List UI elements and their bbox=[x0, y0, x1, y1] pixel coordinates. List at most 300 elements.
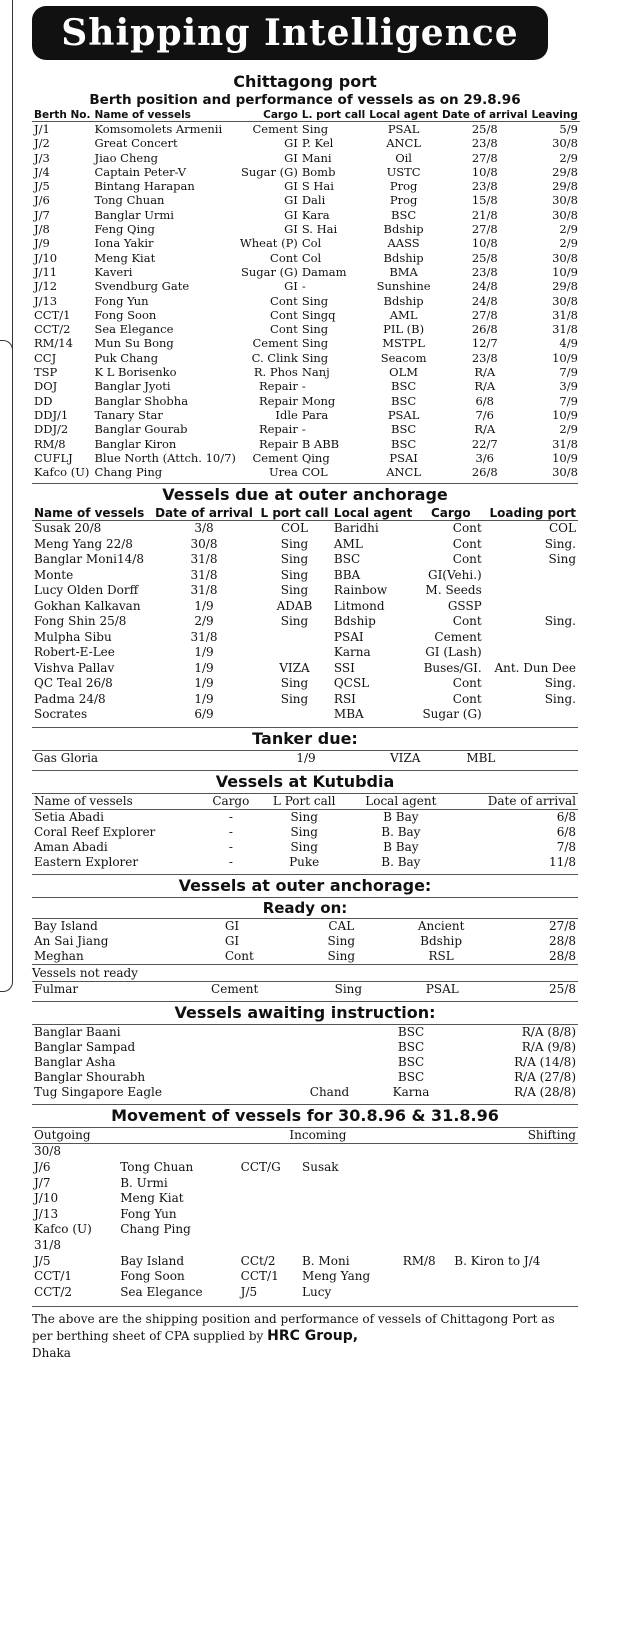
berth-row bbox=[32, 365, 580, 379]
berth-cell: 12/7 bbox=[471, 336, 498, 351]
due-cell: Sing bbox=[280, 676, 309, 691]
due-row bbox=[32, 552, 578, 568]
berth-table bbox=[32, 109, 580, 479]
berth-cell: J/11 bbox=[34, 264, 58, 279]
berth-cell: CCT/1 bbox=[34, 307, 71, 322]
due-cell: 1/9 bbox=[194, 676, 214, 691]
movement-cell: 30/8 bbox=[34, 1144, 61, 1159]
awaiting-cell bbox=[287, 1025, 371, 1041]
ready-cell: 28/8 bbox=[549, 949, 576, 964]
port-title: Chittagong port bbox=[233, 72, 377, 91]
due-cell: Ant. Dun Dee bbox=[494, 660, 576, 675]
berth-cell: AML bbox=[389, 307, 418, 322]
berth-cell: 2/9 bbox=[559, 222, 578, 237]
due-cell: Monte bbox=[34, 567, 74, 582]
berth-cell: CCJ bbox=[34, 350, 57, 365]
berth-cell: RM/14 bbox=[34, 336, 73, 351]
berth-header: Local agent bbox=[369, 109, 438, 121]
not-ready-label: Vessels not ready bbox=[32, 964, 578, 981]
kutubdia-cell: Coral Reef Explorer bbox=[34, 825, 156, 840]
berth-cell: BSC bbox=[391, 207, 417, 222]
berth-cell: 30/8 bbox=[552, 250, 578, 265]
movement-cell: CCT/G bbox=[240, 1160, 281, 1175]
berth-cell: 30/8 bbox=[552, 193, 578, 208]
movement-cell bbox=[118, 1238, 238, 1254]
awaiting-cell: Karna bbox=[392, 1085, 430, 1100]
due-cell: Sing bbox=[280, 536, 309, 551]
movement-row bbox=[32, 1269, 578, 1285]
berth-cell: GI bbox=[284, 193, 298, 208]
kutubdia-row bbox=[32, 810, 578, 826]
kutubdia-cell: 6/8 bbox=[556, 825, 576, 840]
berth-cell: J/2 bbox=[34, 136, 50, 151]
berth-row bbox=[32, 208, 580, 222]
berth-row bbox=[32, 251, 580, 265]
berth-cell: Cont bbox=[270, 293, 298, 308]
berth-cell: Meng Kiat bbox=[94, 250, 156, 265]
movement-cell: Chang Ping bbox=[120, 1222, 191, 1237]
due-cell: 6/9 bbox=[194, 707, 214, 722]
berth-cell: Sing bbox=[301, 336, 329, 351]
kutubdia-cell: B. Bay bbox=[381, 825, 421, 840]
kutubdia-cell: Eastern Explorer bbox=[34, 855, 139, 870]
movement-cell: Bay Island bbox=[120, 1253, 185, 1268]
ready-row bbox=[32, 934, 578, 949]
due-row bbox=[32, 676, 578, 692]
due-cell: Sing. bbox=[544, 691, 576, 706]
movement-cell: CCt/2 bbox=[240, 1253, 276, 1268]
due-cell: Sing bbox=[280, 691, 309, 706]
berth-cell: 23/8 bbox=[471, 264, 498, 279]
movement-cell bbox=[452, 1176, 578, 1192]
due-cell: 1/9 bbox=[194, 645, 214, 660]
berth-cell: 29/8 bbox=[552, 179, 578, 194]
berth-cell: Sea Elegance bbox=[94, 322, 174, 337]
berth-cell: TSP bbox=[34, 365, 58, 380]
due-header: L port call bbox=[260, 506, 329, 521]
due-cell: 31/8 bbox=[190, 567, 218, 582]
berth-cell: Col bbox=[301, 250, 322, 265]
due-cell bbox=[484, 583, 578, 599]
berth-cell: Cement bbox=[252, 450, 298, 465]
movement-cell: Meng Kiat bbox=[120, 1191, 184, 1206]
movement-title: Movement of vessels for 30.8.96 & 31.8.96 bbox=[32, 1104, 578, 1127]
due-row bbox=[32, 661, 578, 677]
kutubdia-title: Vessels at Kutubdia bbox=[32, 770, 578, 793]
berth-cell: Kara bbox=[301, 207, 330, 222]
movement-row bbox=[32, 1160, 578, 1176]
berth-cell: 29/8 bbox=[552, 279, 578, 294]
due-cell: 31/8 bbox=[190, 629, 218, 644]
due-cell: Cement bbox=[434, 629, 482, 644]
tanker-cell: VIZA bbox=[389, 750, 421, 765]
movement-cell bbox=[401, 1238, 453, 1254]
berth-header: Leaving bbox=[531, 109, 578, 121]
movement-cell: J/6 bbox=[34, 1160, 51, 1175]
berth-cell: S Hai bbox=[301, 179, 334, 194]
berth-cell: Cont bbox=[270, 322, 298, 337]
awaiting-cell: R/A (14/8) bbox=[514, 1055, 576, 1070]
berth-cell: BSC bbox=[391, 422, 417, 437]
due-cell: BBA bbox=[333, 567, 361, 582]
awaiting-cell: Tug Singapore Eagle bbox=[34, 1085, 162, 1100]
berth-header: Date of arrival bbox=[441, 109, 528, 121]
berth-cell: Puk Chang bbox=[94, 350, 159, 365]
awaiting-cell: R/A (27/8) bbox=[514, 1070, 576, 1085]
berth-cell: Kafco (U) bbox=[34, 465, 90, 480]
due-row bbox=[32, 630, 578, 646]
ready-cell: Bdship bbox=[420, 934, 463, 949]
movement-cell: J/5 bbox=[34, 1253, 51, 1268]
berth-cell: Banglar Urmi bbox=[94, 207, 174, 222]
due-cell: AML bbox=[333, 536, 363, 551]
berth-cell: BSC bbox=[391, 379, 417, 394]
berth-cell: GI bbox=[284, 279, 298, 294]
due-cell bbox=[484, 707, 578, 723]
tanker-cell: 1/9 bbox=[296, 750, 316, 765]
movement-cell bbox=[401, 1144, 453, 1160]
due-cell: Vishva Pallav bbox=[34, 660, 115, 675]
movement-cell: Kafco (U) bbox=[34, 1222, 92, 1237]
due-cell: Gokhan Kalkavan bbox=[34, 598, 141, 613]
berth-cell: GI bbox=[284, 150, 298, 165]
berth-cell: 30/8 bbox=[552, 136, 578, 151]
movement-row bbox=[32, 1176, 578, 1192]
due-cell: Cont bbox=[452, 552, 482, 567]
movement-cell: CCT/2 bbox=[34, 1284, 73, 1299]
berth-cell: Singq bbox=[301, 307, 336, 322]
movement-cell bbox=[452, 1269, 578, 1285]
berth-cell: P. Kel bbox=[301, 136, 334, 151]
berth-row bbox=[32, 294, 580, 308]
movement-cell bbox=[401, 1191, 453, 1207]
berth-cell: Jiao Cheng bbox=[94, 150, 158, 165]
berth-cell: 25/8 bbox=[471, 122, 498, 136]
kutubdia-header: L Port call bbox=[272, 794, 336, 809]
berth-cell: R/A bbox=[474, 379, 496, 394]
berth-cell: Wheat (P) bbox=[239, 236, 298, 251]
movement-cell bbox=[239, 1144, 300, 1160]
berth-cell: Sugar (G) bbox=[240, 164, 298, 179]
berth-cell: - bbox=[301, 379, 306, 394]
berth-cell: 10/8 bbox=[471, 164, 498, 179]
due-cell: 3/8 bbox=[194, 521, 214, 536]
berth-cell: B ABB bbox=[301, 436, 340, 451]
outer-anchorage-due-title: Vessels due at outer anchorage bbox=[32, 483, 578, 506]
not-ready-cell: 25/8 bbox=[549, 982, 576, 997]
due-cell: Fong Shin 25/8 bbox=[34, 614, 127, 629]
movement-cell: Lucy bbox=[302, 1284, 332, 1299]
awaiting-cell: BSC bbox=[397, 1055, 425, 1070]
berth-cell: OLM bbox=[389, 365, 419, 380]
berth-row bbox=[32, 236, 580, 250]
berth-cell: GI bbox=[284, 222, 298, 237]
due-cell: COL bbox=[549, 521, 576, 536]
berth-cell: CCT/2 bbox=[34, 322, 71, 337]
due-cell: Sing bbox=[280, 552, 309, 567]
berth-cell: DD bbox=[34, 393, 53, 408]
due-cell: Sing. bbox=[544, 676, 576, 691]
movement-row bbox=[32, 1254, 578, 1270]
due-cell: Rainbow bbox=[333, 583, 388, 598]
berth-row bbox=[32, 465, 580, 479]
berth-cell: 10/9 bbox=[552, 407, 578, 422]
berth-cell: Mani bbox=[301, 150, 332, 165]
berth-cell: Oil bbox=[395, 150, 412, 165]
berth-cell: Tong Chuan bbox=[94, 193, 165, 208]
berth-cell: 10/9 bbox=[552, 450, 578, 465]
awaiting-cell: Banglar Sampad bbox=[34, 1040, 136, 1055]
berth-cell: 26/8 bbox=[471, 322, 498, 337]
due-cell: GSSP bbox=[447, 598, 482, 613]
kutubdia-row bbox=[32, 825, 578, 840]
tanker-row bbox=[32, 750, 578, 766]
due-cell: PSAI bbox=[333, 629, 364, 644]
berth-cell: R/A bbox=[474, 365, 496, 380]
outer-anchorage-title: Vessels at outer anchorage: bbox=[32, 874, 578, 897]
due-header: Local agent bbox=[333, 506, 413, 521]
due-cell: QCSL bbox=[333, 676, 370, 691]
berth-cell: 29/8 bbox=[552, 164, 578, 179]
movement-cell: B. Urmi bbox=[120, 1175, 168, 1190]
berth-cell: 10/8 bbox=[471, 236, 498, 251]
berth-row bbox=[32, 322, 580, 336]
tanker-cell: Gas Gloria bbox=[34, 750, 99, 765]
movement-table bbox=[32, 1143, 578, 1300]
movement-cell bbox=[300, 1207, 401, 1223]
ready-cell: Sing bbox=[327, 949, 356, 964]
berth-cell: MSTPL bbox=[382, 336, 425, 351]
berth-cell: 2/9 bbox=[559, 150, 578, 165]
berth-cell: Qing bbox=[301, 450, 330, 465]
kutubdia-cell: - bbox=[228, 855, 233, 870]
due-cell: Baridhi bbox=[333, 521, 379, 536]
movement-cell: J/5 bbox=[240, 1284, 258, 1299]
due-cell: 2/9 bbox=[194, 614, 214, 629]
due-cell: Sing bbox=[280, 567, 309, 582]
berth-cell: Urea bbox=[268, 465, 298, 480]
ready-cell: CAL bbox=[328, 919, 355, 934]
kutubdia-cell: Setia Abadi bbox=[34, 810, 104, 825]
berth-cell: Repair bbox=[258, 393, 298, 408]
kutubdia-cell: 11/8 bbox=[549, 855, 576, 870]
due-cell: Susak 20/8 bbox=[34, 521, 102, 536]
kutubdia-cell: 7/8 bbox=[556, 840, 576, 855]
berth-cell: BMA bbox=[389, 264, 418, 279]
kutubdia-header: Local agent bbox=[365, 794, 437, 809]
due-cell: 31/8 bbox=[190, 583, 218, 598]
due-cell bbox=[484, 645, 578, 661]
due-cell bbox=[257, 645, 332, 661]
due-cell: 31/8 bbox=[190, 552, 218, 567]
berth-cell: J/5 bbox=[34, 179, 50, 194]
berth-header: Name of vessels bbox=[94, 109, 191, 121]
berth-cell: Great Concert bbox=[94, 136, 178, 151]
movement-cell bbox=[452, 1222, 578, 1238]
berth-header: L. port call bbox=[301, 109, 366, 121]
not-ready-cell: PSAL bbox=[425, 982, 459, 997]
berth-cell: 5/9 bbox=[559, 122, 578, 136]
movement-cell bbox=[452, 1238, 578, 1254]
berth-cell: Feng Qing bbox=[94, 222, 155, 237]
ready-cell: Sing bbox=[327, 934, 356, 949]
incoming-header: Incoming bbox=[289, 1128, 347, 1143]
berth-cell: 31/8 bbox=[552, 322, 578, 337]
berth-row bbox=[32, 451, 580, 465]
berth-cell: 30/8 bbox=[552, 465, 578, 480]
awaiting-cell: Chand bbox=[309, 1085, 350, 1100]
berth-row bbox=[32, 193, 580, 207]
berth-cell: Svendburg Gate bbox=[94, 279, 190, 294]
berth-row bbox=[32, 165, 580, 179]
berth-cell: Para bbox=[301, 407, 329, 422]
awaiting-cell: Banglar Shourabh bbox=[34, 1070, 146, 1085]
berth-row bbox=[32, 136, 580, 150]
movement-cell: Fong Soon bbox=[120, 1269, 185, 1284]
ready-table bbox=[32, 918, 578, 964]
due-cell: Banglar Moni14/8 bbox=[34, 552, 144, 567]
berth-row bbox=[32, 379, 580, 393]
due-cell: Robert-E-Lee bbox=[34, 645, 115, 660]
berth-cell: 7/9 bbox=[559, 365, 578, 380]
kutubdia-cell: B Bay bbox=[383, 840, 419, 855]
due-row bbox=[32, 614, 578, 630]
movement-cell bbox=[300, 1191, 401, 1207]
movement-cell bbox=[401, 1207, 453, 1223]
berth-cell: Sunshine bbox=[376, 279, 431, 294]
berth-cell: GI bbox=[284, 136, 298, 151]
berth-cell: Cement bbox=[252, 336, 298, 351]
berth-cell: 10/9 bbox=[552, 264, 578, 279]
berth-cell: J/13 bbox=[34, 293, 58, 308]
awaiting-row bbox=[32, 1055, 578, 1070]
berth-cell: Prog bbox=[389, 179, 418, 194]
movement-cell: Susak bbox=[302, 1160, 339, 1175]
ready-cell: An Sai Jiang bbox=[34, 934, 109, 949]
due-cell bbox=[257, 707, 332, 723]
due-cell: ADAB bbox=[276, 598, 313, 613]
awaiting-title: Vessels awaiting instruction: bbox=[32, 1001, 578, 1024]
berth-cell: 3/9 bbox=[559, 379, 578, 394]
kutubdia-cell: Sing bbox=[290, 825, 318, 840]
movement-cell: Meng Yang bbox=[302, 1269, 371, 1284]
awaiting-cell bbox=[287, 1055, 371, 1070]
due-row bbox=[32, 521, 578, 537]
due-cell: Lucy Olden Dorff bbox=[34, 583, 139, 598]
movement-cell bbox=[452, 1160, 578, 1176]
movement-cell: J/10 bbox=[34, 1191, 59, 1206]
berth-cell: AASS bbox=[387, 236, 420, 251]
berth-cell: J/9 bbox=[34, 236, 50, 251]
berth-cell: 30/8 bbox=[552, 293, 578, 308]
berth-subtitle: Berth position and performance of vessels as on 29.8.96 bbox=[89, 92, 521, 108]
berth-cell: 31/8 bbox=[552, 307, 578, 322]
report-content bbox=[32, 72, 578, 1362]
berth-cell: J/7 bbox=[34, 207, 50, 222]
due-cell bbox=[484, 568, 578, 584]
berth-cell: Bdship bbox=[383, 222, 424, 237]
berth-cell: - bbox=[301, 422, 306, 437]
due-cell: COL bbox=[280, 521, 308, 536]
awaiting-cell: R/A (28/8) bbox=[514, 1085, 576, 1100]
berth-cell: GI bbox=[284, 179, 298, 194]
due-cell: 30/8 bbox=[190, 536, 218, 551]
ready-cell: RSL bbox=[428, 949, 454, 964]
ready-row bbox=[32, 919, 578, 935]
due-row bbox=[32, 645, 578, 661]
movement-cell: CCT/1 bbox=[34, 1269, 73, 1284]
due-cell: Cont bbox=[452, 521, 482, 536]
berth-cell: DOJ bbox=[34, 379, 58, 394]
berth-cell: Iona Yakir bbox=[94, 236, 154, 251]
berth-cell: Dali bbox=[301, 193, 326, 208]
kutubdia-cell: - bbox=[228, 825, 233, 840]
berth-cell: Repair bbox=[258, 422, 298, 437]
berth-cell: 24/8 bbox=[471, 293, 498, 308]
tanker-table bbox=[32, 750, 578, 767]
kutubdia-cell: Sing bbox=[290, 840, 318, 855]
berth-cell: Banglar Jyoti bbox=[94, 379, 171, 394]
due-cell: Sing bbox=[548, 552, 576, 567]
awaiting-cell: BSC bbox=[397, 1040, 425, 1055]
due-header: Date of arrival bbox=[155, 506, 253, 521]
berth-row bbox=[32, 422, 580, 436]
awaiting-cell: Banglar Baani bbox=[34, 1025, 121, 1040]
awaiting-cell: R/A (9/8) bbox=[521, 1040, 576, 1055]
due-cell: Sing bbox=[280, 583, 309, 598]
ready-cell: GI bbox=[224, 919, 240, 934]
movement-cell: J/7 bbox=[34, 1175, 51, 1190]
awaiting-cell bbox=[287, 1070, 371, 1085]
berth-cell: 27/8 bbox=[471, 307, 498, 322]
berth-cell: R. Phos bbox=[253, 365, 298, 380]
due-cell: BSC bbox=[333, 552, 361, 567]
awaiting-cell: R/A (8/8) bbox=[521, 1025, 576, 1040]
berth-cell: Repair bbox=[258, 379, 298, 394]
due-cell: Cont bbox=[452, 614, 482, 629]
due-cell bbox=[257, 630, 332, 646]
berth-cell: J/8 bbox=[34, 222, 50, 237]
berth-cell: - bbox=[301, 279, 306, 294]
berth-cell: Blue North (Attch. 10/7) bbox=[94, 450, 236, 465]
kutubdia-row bbox=[32, 855, 578, 870]
movement-cell bbox=[452, 1144, 578, 1160]
berth-row bbox=[32, 265, 580, 279]
due-cell: M. Seeds bbox=[425, 583, 482, 598]
berth-cell: Cement bbox=[252, 122, 298, 136]
due-row bbox=[32, 692, 578, 708]
berth-header: Cargo bbox=[263, 109, 298, 121]
due-cell: Cont bbox=[452, 691, 482, 706]
berth-cell: 31/8 bbox=[552, 436, 578, 451]
berth-cell: J/1 bbox=[34, 122, 50, 136]
berth-cell: 2/9 bbox=[559, 236, 578, 251]
berth-row bbox=[32, 222, 580, 236]
berth-cell: R/A bbox=[474, 422, 496, 437]
kutubdia-header: Date of arrival bbox=[487, 794, 576, 809]
berth-row bbox=[32, 351, 580, 365]
tanker-cell: MBL bbox=[466, 750, 496, 765]
due-cell: Socrates bbox=[34, 707, 88, 722]
berth-cell: ANCL bbox=[386, 136, 421, 151]
berth-row bbox=[32, 179, 580, 193]
berth-cell: Tanary Star bbox=[94, 407, 163, 422]
movement-cell bbox=[239, 1222, 300, 1238]
due-cell: Mulpha Sibu bbox=[34, 629, 112, 644]
kutubdia-cell: B. Bay bbox=[381, 855, 421, 870]
movement-cell: J/13 bbox=[34, 1206, 59, 1221]
berth-cell: Fong Soon bbox=[94, 307, 157, 322]
